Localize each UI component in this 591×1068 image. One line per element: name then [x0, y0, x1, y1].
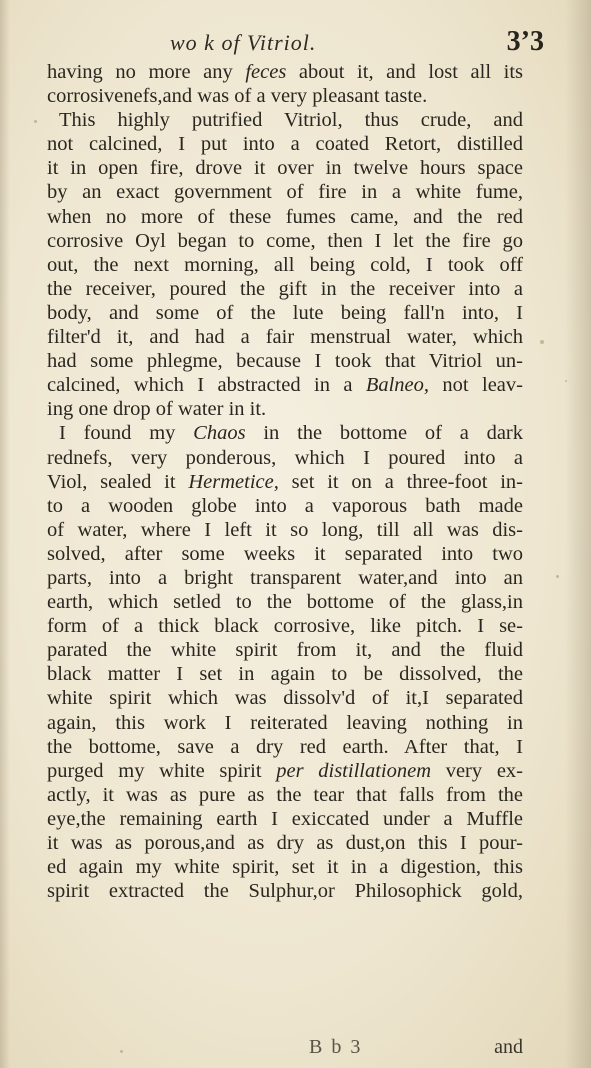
text-line: when no more of these fumes came, and the red: [47, 205, 523, 228]
text-line: ed again my white spirit, set it in a digestion, this: [47, 856, 523, 879]
text-line: it in open fire, drove it over in twelve hours space: [47, 157, 523, 180]
text-line: body, and some of the lute being fall'n into, I: [47, 301, 523, 324]
text-line: This highly putrified Vitriol, thus crude, and: [59, 109, 523, 132]
text-line: solved, after some weeks it separated into two: [47, 542, 523, 565]
text-line: filter'd it, and had a fair menstrual water, which: [47, 326, 523, 349]
text-line: purged my white spirit per distillationem very ex-: [47, 759, 524, 782]
signature-mark: B b 3: [309, 1036, 363, 1058]
page-gutter-shadow: [565, 0, 591, 1068]
text-line: it was as porous,and as dry as dust,on this I pour-: [47, 832, 523, 854]
text-line: out, the next morning, all being cold, I took off: [47, 253, 523, 276]
catchword: and: [494, 1036, 523, 1058]
text-line: parts, into a bright transparent water,and into an: [47, 566, 523, 589]
text-line: having no more any feces about it, and lost all its: [47, 61, 523, 83]
text-line: rednefs, very ponderous, which I poured into a: [47, 446, 523, 469]
text-line: Viol, sealed it Hermetice, set it on a three-foot in-: [47, 470, 524, 493]
text-line: ing one drop of water in it.: [47, 398, 267, 421]
paper-speck: [565, 380, 567, 382]
text-line: calcined, which I abstracted in a Balneo, not leav-: [47, 374, 523, 397]
text-line: spirit extracted the Sulphur,or Philosophick gold,: [47, 880, 523, 903]
text-line: earth, which setled to the bottome of the glass,in: [47, 591, 523, 614]
paper-speck: [540, 340, 544, 344]
text-line: black matter I set in again to be dissolved, the: [47, 663, 523, 686]
text-line: the bottome, save a dry red earth. After that, I: [47, 735, 523, 758]
text-line: the receiver, poured the gift in the receiver into a: [47, 277, 523, 300]
page-footer: [47, 1036, 523, 1064]
text-line: parated the white spirit from it, and the fluid: [47, 639, 523, 662]
text-line: had some phlegme, because I took that Vitriol un-: [47, 350, 523, 373]
text-line: white spirit which was dissolv'd of it,I separated: [47, 687, 523, 710]
text-line: of water, where I left it so long, till all was dis-: [47, 518, 523, 541]
text-line: corrosive Oyl began to come, then I let the fire go: [47, 229, 523, 252]
text-line: again, this work I reiterated leaving nothing in: [47, 711, 523, 734]
text-line: I found my Chaos in the bottome of a dark: [59, 422, 523, 445]
running-title: wo k of Vitriol.: [170, 30, 317, 55]
text-line: by an exact government of fire in a white fume,: [47, 181, 523, 204]
paper-speck: [34, 120, 37, 123]
text-line: form of a thick black corrosive, like pitch. I se-: [47, 615, 523, 638]
page-left-edge: [0, 0, 10, 1068]
text-line: not calcined, I put into a coated Retort, distilled: [47, 133, 523, 156]
text-line: corrosivenefs,and was of a very pleasant taste.: [47, 85, 428, 108]
body-text: [47, 60, 523, 903]
text-line: to a wooden globe into a vaporous bath made: [47, 494, 523, 517]
page-number: 3’3: [506, 26, 544, 57]
text-line: actly, it was as pure as the tear that falls from the: [47, 783, 523, 806]
paper-speck: [120, 1050, 123, 1053]
running-head: [48, 26, 548, 62]
paper-speck: [556, 575, 559, 578]
text-line: eye,the remaining earth I exiccated under a Muffle: [47, 807, 523, 830]
